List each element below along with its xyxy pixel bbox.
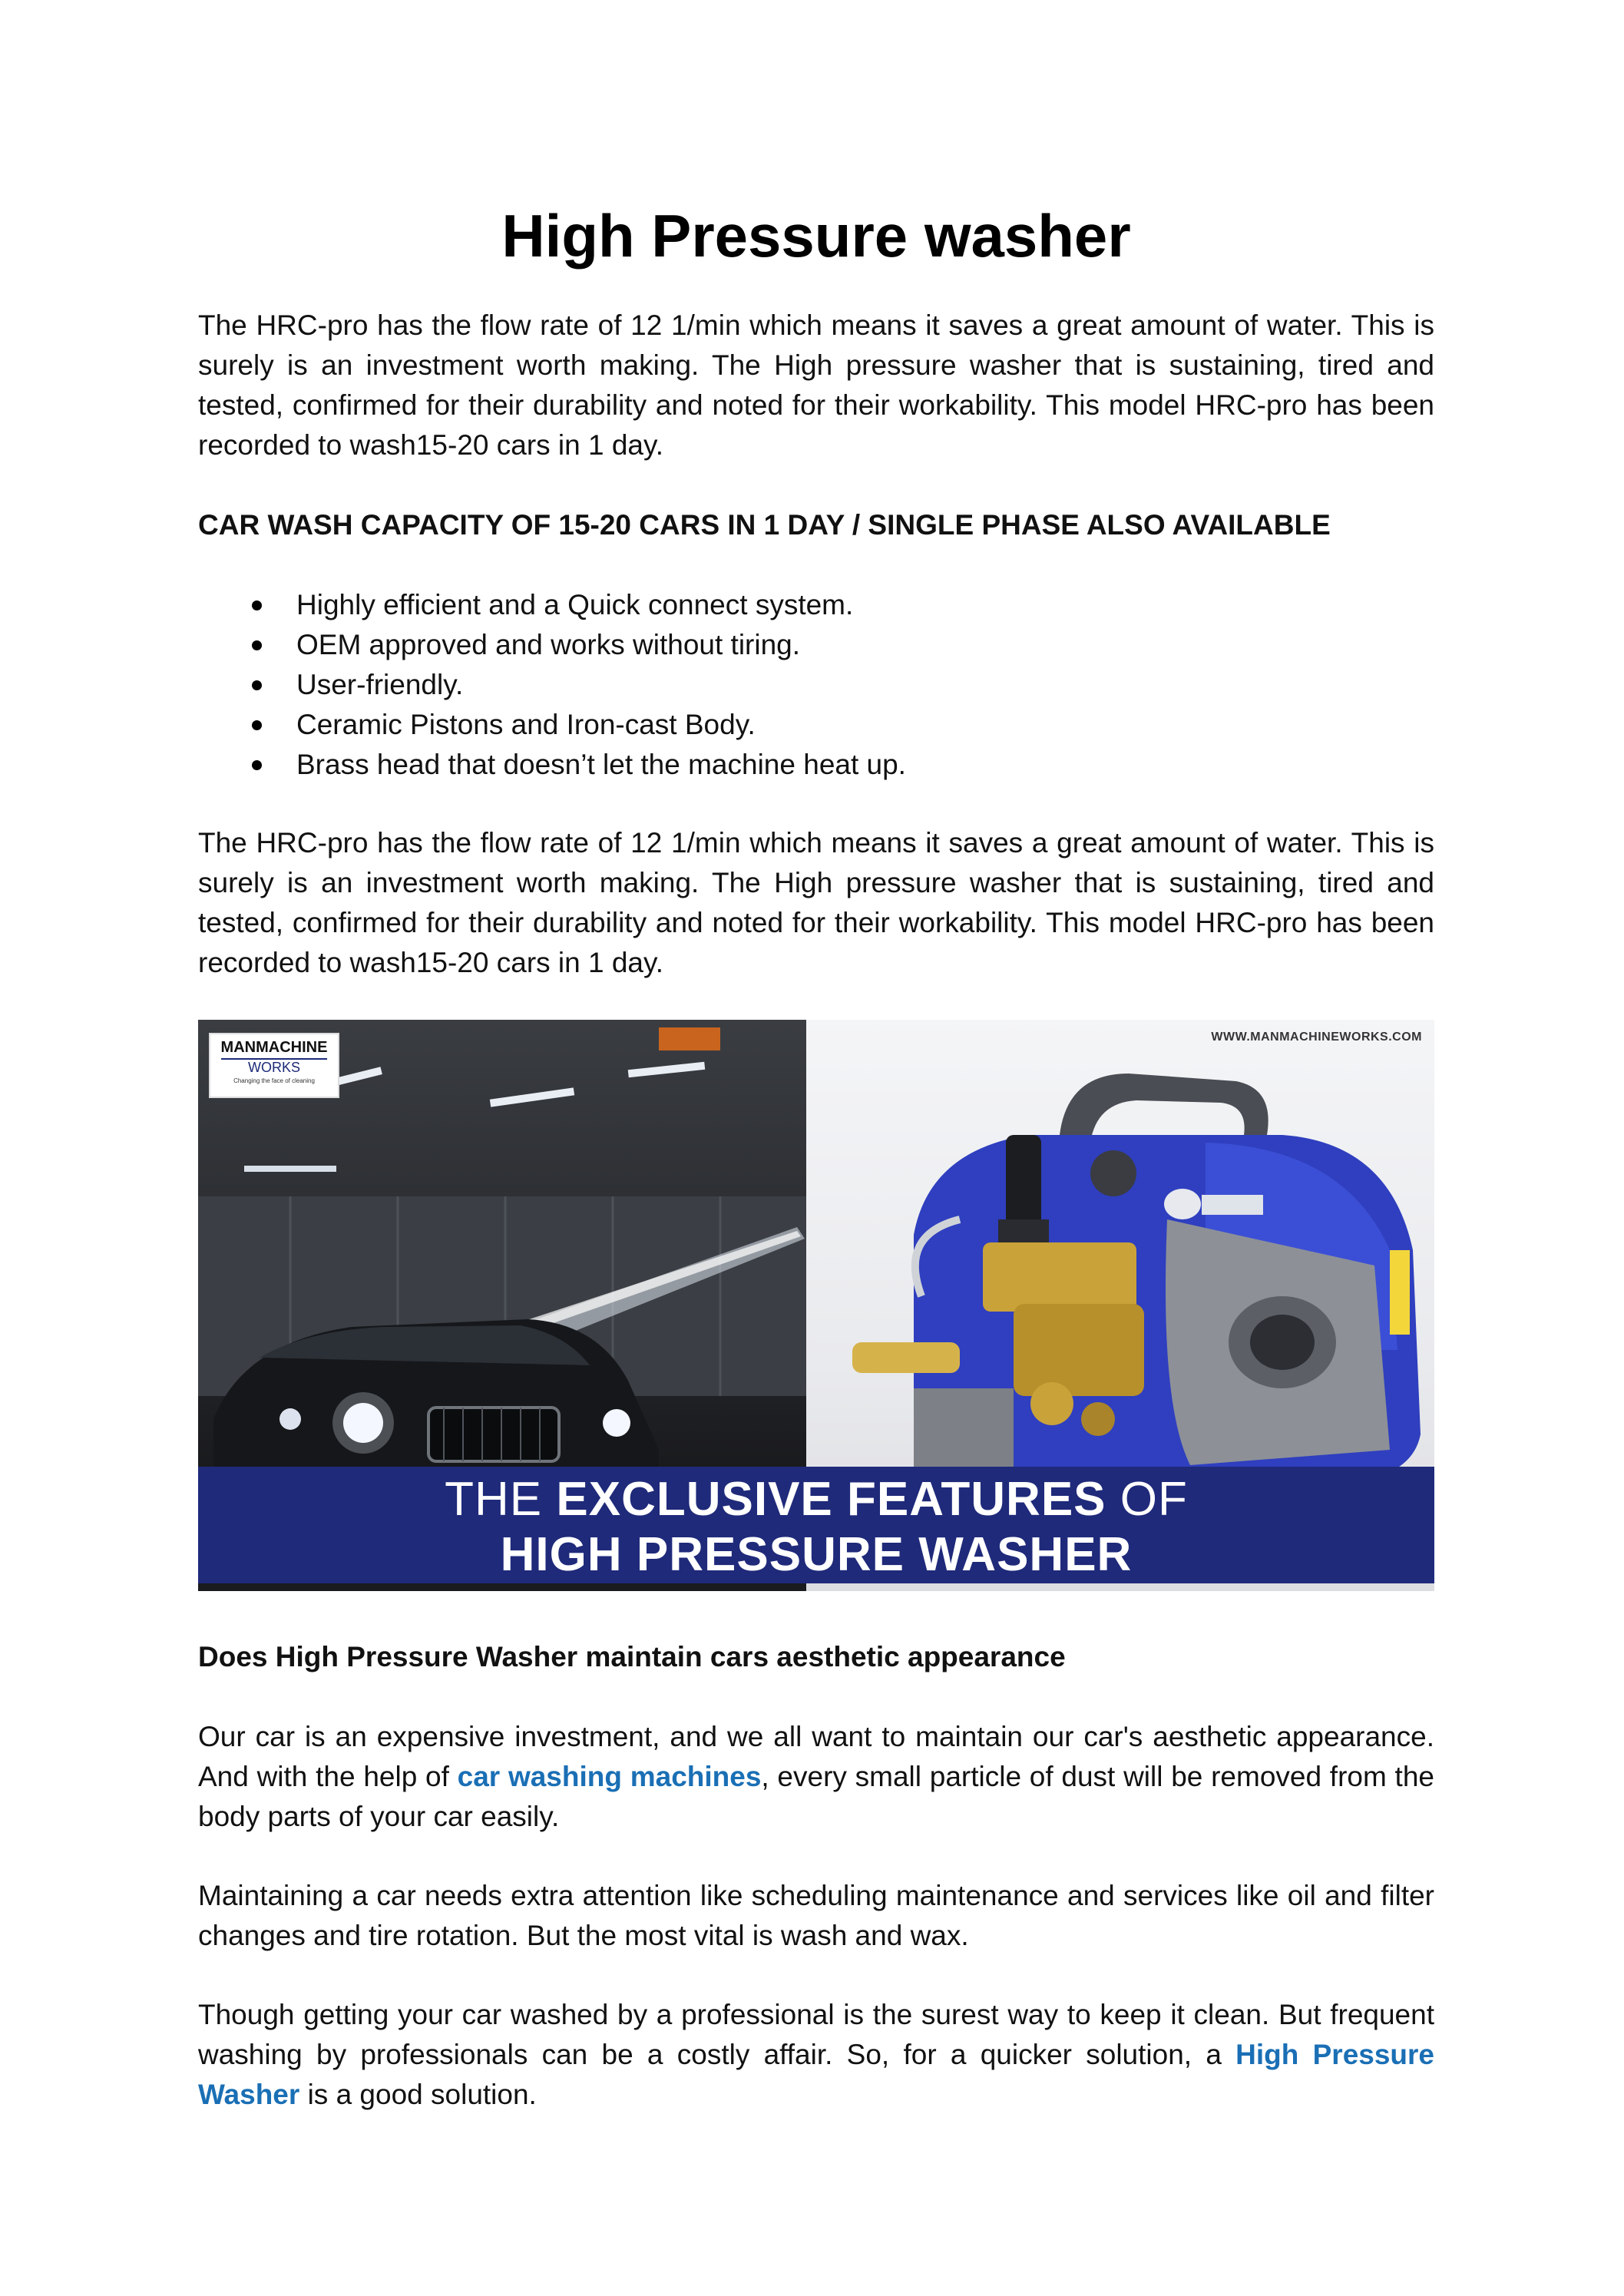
aesthetic-heading: Does High Pressure Washer maintain cars aesthetic appearance <box>198 1641 1066 1672</box>
aesthetic-text-after: , every small particle of dust will be removed from the body parts of your car easily. <box>198 1761 1434 1832</box>
feature-item: Brass head that doesn’t let the machine heat up. <box>252 745 1434 785</box>
website-text: WWW.MANMACHINEWORKS.COM <box>1211 1031 1422 1044</box>
logo-tagline: Changing the face of cleaning <box>233 1077 315 1084</box>
capacity-heading: CAR WASH CAPACITY OF 15-20 CARS IN 1 DAY / SINGLE PHASE ALSO AVAILABLE <box>198 509 1331 541</box>
aesthetic-text-before: Our car is an expensive investment, and we all want to maintain our car's aesthetic appearance. And with the help of <box>198 1721 1434 1792</box>
brand-logo <box>209 1033 339 1098</box>
logo-line2: WORKS <box>221 1058 327 1076</box>
caption-line1 <box>198 1471 1434 1528</box>
maintenance-paragraph: Maintaining a car needs extra attention like scheduling maintenance and services like oil and filter changes and tire rotation. But the most vital is wash and wax. <box>198 1880 1434 1951</box>
intro-paragraph: The HRC-pro has the flow rate of 12 1/min which means it saves a great amount of water. This is surely is an investment worth making. The High pressure washer that is sustaining, tired and tested, confirmed for their durability and noted for their workability. This model HRC-pro has been recorded to wash15-20 cars in 1 day. <box>198 309 1434 461</box>
feature-item: OEM approved and works without tiring. <box>252 625 1434 665</box>
banner-caption <box>198 1467 1434 1583</box>
repeat-paragraph: The HRC-pro has the flow rate of 12 1/min which means it saves a great amount of water. This is surely is an investment worth making. The High pressure washer that is sustaining, tired and tested, confirmed for their durability and noted for their workability. This model HRC-pro has been recorded to wash15-20 cars in 1 day. <box>198 827 1434 978</box>
professional-text-after: is a good solution. <box>299 2079 537 2110</box>
aesthetic-paragraph <box>198 1717 1434 1837</box>
high-pressure-washer-link[interactable]: High Pressure Washer <box>198 2039 1435 2110</box>
car-washing-machines-link[interactable]: car washing machines <box>457 1761 762 1792</box>
logo-line1: MANMACHINE <box>220 1039 328 1056</box>
caption-the: THE <box>445 1473 557 1526</box>
caption-line2: HIGH PRESSURE WASHER <box>500 1528 1133 1581</box>
feature-item: Ceramic Pistons and Iron-cast Body. <box>252 705 1434 745</box>
caption-of: OF <box>1106 1473 1188 1526</box>
feature-item: Highly efficient and a Quick connect system. <box>252 585 1434 625</box>
feature-list <box>252 585 1434 785</box>
professional-text-before: Though getting your car washed by a professional is the surest way to keep it clean. But frequent washing by professionals can be a costly affair. So, for a quicker solution, a <box>198 1999 1434 2070</box>
professional-paragraph <box>198 1995 1434 2115</box>
caption-exclusive: EXCLUSIVE FEATURES <box>556 1473 1106 1526</box>
feature-banner-image <box>198 1020 1434 1591</box>
page-title: High Pressure washer <box>501 202 1131 270</box>
feature-item: User-friendly. <box>252 665 1434 705</box>
